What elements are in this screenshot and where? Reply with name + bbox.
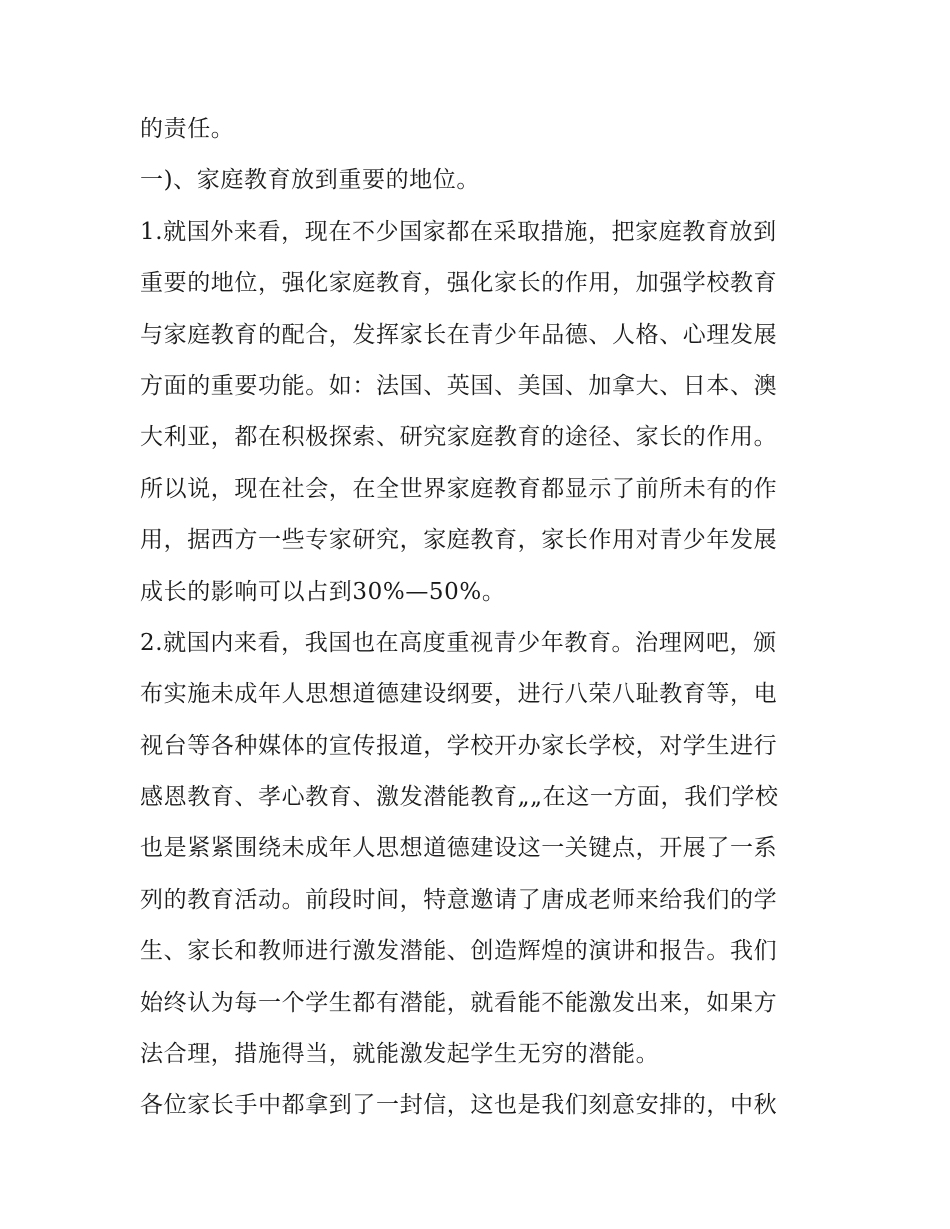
text-line: 视台等各种媒体的宣传报道，学校开办家长学校，对学生进行 — [140, 732, 778, 759]
text-line: 用，据西方一些专家研究，家庭教育，家长作用对青少年发展 — [140, 527, 778, 554]
text-line: 与家庭教育的配合，发挥家长在青少年品德、人格、心理发展 — [140, 321, 778, 348]
text-line: 布实施未成年人思想道德建设纲要，进行八荣八耻教育等，电 — [140, 681, 778, 708]
text-line: 大利亚，都在积极探索、研究家庭教育的途径、家长的作用。 — [140, 424, 778, 451]
text-line: 各位家长手中都拿到了一封信，这也是我们刻意安排的，中秋 — [140, 1092, 778, 1119]
text-line: 的责任。 — [140, 116, 235, 142]
text-line: 成长的影响可以占到30%—50%。 — [140, 578, 506, 605]
text-line: 也是紧紧围绕未成年人思想道德建设这一关键点，开展了一系 — [140, 835, 778, 862]
section-heading: 一)、家庭教育放到重要的地位。 — [140, 167, 480, 194]
text-line: 始终认为每一个学生都有潜能，就看能不能激发出来，如果方 — [140, 989, 778, 1016]
text-line: 1.就国外来看，现在不少国家都在采取措施，把家庭教育放到 — [140, 218, 777, 245]
text-line: 法合理，措施得当，就能激发起学生无穷的潜能。 — [140, 1041, 660, 1068]
text-line: 生、家长和教师进行激发潜能、创造辉煌的演讲和报告。我们 — [140, 938, 778, 965]
text-line: 列的教育活动。前段时间，特意邀请了唐成老师来给我们的学 — [140, 886, 778, 913]
text-line: 感恩教育、孝心教育、激发潜能教育„„在这一方面，我们学校 — [140, 784, 779, 811]
text-line: 方面的重要功能。如：法国、英国、美国、加拿大、日本、澳 — [140, 372, 778, 399]
text-line: 2.就国内来看，我国也在高度重视青少年教育。治理网吧，颁 — [140, 629, 777, 656]
body-text — [140, 104, 820, 1132]
text-line: 重要的地位，强化家庭教育，强化家长的作用，加强学校教育 — [140, 270, 778, 297]
text-line: 所以说，现在社会，在全世界家庭教育都显示了前所未有的作 — [140, 475, 778, 502]
